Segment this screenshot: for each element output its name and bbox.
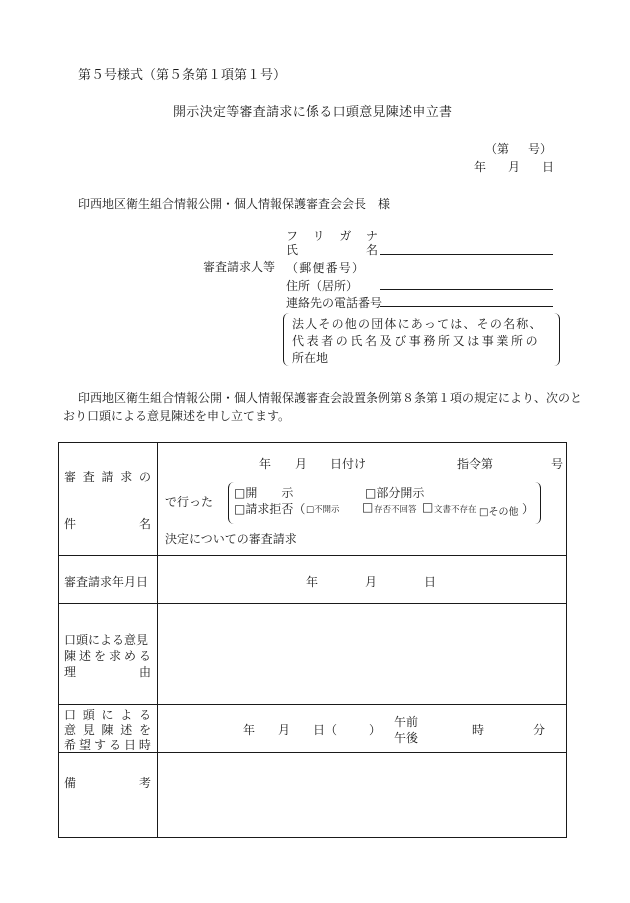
addressee: 印西地区衛生組合情報公開・個人情報保護審査会会長 様	[78, 197, 391, 211]
row1-done: で行った	[165, 495, 214, 509]
table-divider-row3	[58, 704, 567, 705]
row4-day: 日（	[313, 723, 338, 737]
checkbox-disclose[interactable]: □開 示	[234, 486, 294, 500]
row1-order-go: 号	[551, 457, 564, 471]
row1-order-no: 指令第	[457, 457, 494, 471]
date-month-label: 月	[508, 160, 521, 174]
checkbox-nodoc-label: 文書不存在	[434, 505, 477, 515]
row2-label: 審査請求年月日	[64, 575, 149, 589]
row1-close: ）	[522, 502, 535, 516]
checkbox-refuse[interactable]: □請求拒否（	[234, 502, 306, 516]
number-open: （第	[485, 142, 510, 156]
intro-line2: おり口頭による意見陳述を申し立てます。	[63, 409, 291, 423]
row1-label-b: 件 名	[64, 517, 151, 531]
number-close: 号）	[528, 142, 553, 156]
row1-footer: 決定についての審査請求	[165, 532, 297, 546]
table-divider-row2	[58, 603, 567, 604]
date-year-label: 年	[474, 160, 487, 174]
date-day-label: 日	[542, 160, 555, 174]
row5-label: 備 考	[64, 776, 151, 790]
row4-month: 月	[278, 723, 291, 737]
intro-line1: 印西地区衛生組合情報公開・個人情報保護審査会設置条例第８条第１項の規定により、次のと	[78, 391, 583, 405]
checkbox-existence-label: 存否不回答	[374, 505, 417, 515]
postal-label: （ 郵 便 番 号 ）	[286, 261, 364, 275]
table-divider-row1	[58, 555, 567, 556]
row1-label-a: 審 査 請 求 の	[64, 470, 151, 484]
table-divider-vertical	[157, 442, 158, 838]
phone-field[interactable]	[380, 306, 553, 307]
row4-line2: 意 見 陳 述 を	[64, 723, 151, 737]
row4-line1: 口 頭 に よ る	[64, 708, 151, 722]
applicant-group-label: 審査請求人等	[203, 260, 276, 274]
corporate-note-line1: 法人その他の団体にあっては、その名称、	[292, 317, 543, 331]
form-id: 第５号様式（第５条第１項第１号）	[78, 68, 287, 83]
row3-line3: 理 由	[64, 665, 151, 679]
row1-dated: 日付け	[330, 457, 367, 471]
row2-month: 月	[365, 575, 378, 589]
row4-minute: 分	[533, 723, 546, 737]
corporate-note-line2: 代表者の氏名及び事務所又は事業所の	[292, 334, 541, 348]
checkbox-nodoc-box[interactable]: □	[422, 500, 434, 514]
furigana-label: フ リ ガ ナ	[286, 229, 378, 243]
row4-close: ）	[369, 723, 382, 737]
row4-hour: 時	[472, 723, 485, 737]
checkbox-existence-box[interactable]: □	[362, 500, 374, 514]
row3-line1: 口頭による意見	[64, 633, 149, 647]
row3-line2: 陳 述 を 求 め る	[64, 649, 151, 663]
row1-month: 月	[295, 457, 308, 471]
page-title: 開示決定等審査請求に係る口頭意見陳述申立書	[173, 105, 453, 120]
address-label: 住所（居所）	[286, 279, 359, 293]
name-field[interactable]	[380, 254, 553, 255]
row2-year: 年	[306, 575, 319, 589]
row1-year: 年	[259, 457, 272, 471]
row2-day: 日	[424, 575, 437, 589]
address-field[interactable]	[380, 289, 553, 290]
row4-line3: 希 望 す る 日 時	[64, 738, 151, 752]
row4-pm[interactable]: 午後	[394, 731, 419, 745]
checkbox-other[interactable]: □その他	[479, 507, 519, 518]
row4-year: 年	[243, 723, 256, 737]
name-label: 氏 名	[286, 243, 378, 257]
phone-label: 連絡先の電話番号	[286, 296, 383, 310]
corporate-note-line3: 所在地	[292, 351, 329, 365]
row4-am[interactable]: 午前	[394, 715, 419, 729]
checkbox-nondisclose[interactable]: □不開示	[306, 505, 340, 515]
checkbox-partial[interactable]: □部分開示	[365, 486, 425, 500]
